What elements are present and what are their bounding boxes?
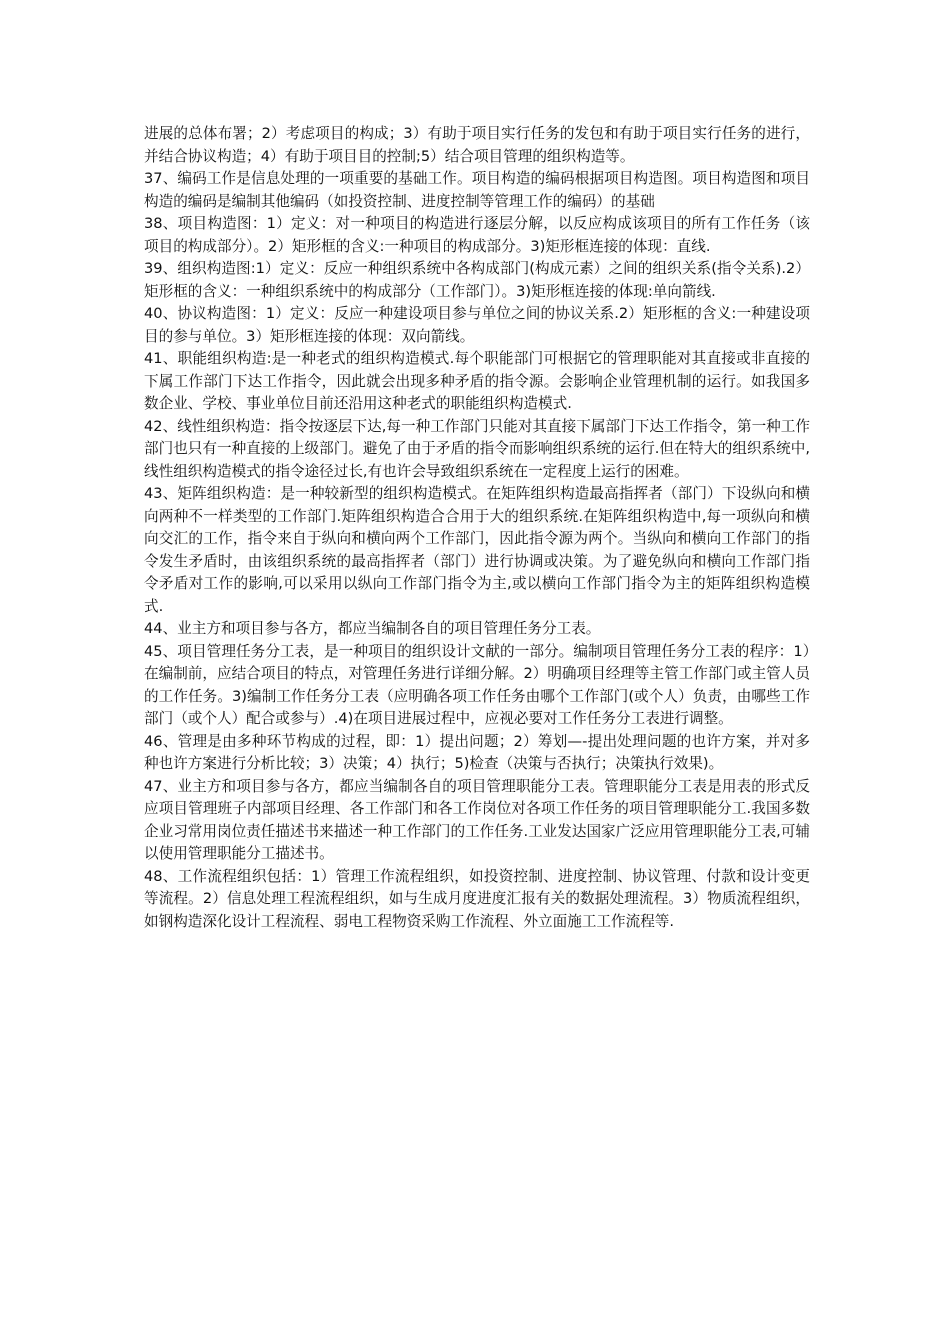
document-page: [144, 123, 810, 933]
paragraph-45: 45、项目管理任务分工表，是一种项目的组织设计文献的一部分。编制项目管理任务分工表的程序：1）在编制前，应结合项目的特点，对管理任务进行详细分解。2）明确项目经理等主管工作部门或主管人员的工作任务。3)编制工作任务分工表（应明确各项工作任务由哪个工作部门(或个人）负责，由哪些工作部门（或个人）配合或参与）.4)在项目进展过程中，应视必要对工作任务分工表进行调整。: [144, 642, 811, 727]
paragraph-38: 38、项目构造图：1）定义：对一种项目的构造进行逐层分解，以反应构成该项目的所有工作任务（该项目的构成部分）。2）矩形框的含义:一种项目的构成部分。3)矩形框连接的体现：直线.: [144, 215, 810, 255]
paragraph-continuation: 进展的总体布署；2）考虑项目的构成；3）有助于项目实行任务的发包和有助于项目实行任务的进行，并结合协议构造；4）有助于项目目的控制;5）结合项目管理的组织构造等。: [144, 125, 810, 165]
paragraph-39: 39、组织构造图:1）定义：反应一种组织系统中各构成部门(构成元素）之间的组织关系(指令关系).2）矩形框的含义：一种组织系统中的构成部分（工作部门）。3)矩形框连接的体现:单向箭线.: [144, 260, 810, 300]
paragraph-37: 37、编码工作是信息处理的一项重要的基础工作。项目构造的编码根据项目构造图。项目构造图和项目构造的编码是编制其他编码（如投资控制、进度控制等管理工作的编码）的基础: [144, 170, 810, 210]
paragraph-41: 41、职能组织构造:是一种老式的组织构造模式.每个职能部门可根据它的管理职能对其直接或非直接的下属工作部门下达工作指令，因此就会出现多种矛盾的指令源。会影响企业管理机制的运行。如我国多数企业、学校、事业单位目前还沿用这种老式的职能组织构造模式.: [144, 350, 810, 412]
paragraph-42: 42、线性组织构造：指令按逐层下达,每一种工作部门只能对其直接下属部门下达工作指令，第一种工作部门也只有一种直接的上级部门。避免了由于矛盾的指令而影响组织系统的运行.但在特大的组织系统中,线性组织构造模式的指令途径过长,有也许会导致组织系统在一定程度上运行的困难。: [144, 417, 811, 480]
paragraph-48: 48、工作流程组织包括：1）管理工作流程组织，如投资控制、进度控制、协议管理、付款和设计变更等流程。2）信息处理工程流程组织，如与生成月度进度汇报有关的数据处理流程。3）物质流程组织，如钢构造深化设计工程流程、弱电工程物资采购工作流程、外立面施工工作流程等.: [144, 867, 810, 930]
paragraph-43: 43、矩阵组织构造：是一种较新型的组织构造模式。在矩阵组织构造最高指挥者（部门）下设纵向和横向两种不一样类型的工作部门.矩阵组织构造合合用于大的组织系统.在矩阵组织构造中,每一项纵向和横向交汇的工作，指令来自于纵向和横向两个工作部门，因此指令源为两个。当纵向和横向工作部门的指令发生矛盾时，由该组织系统的最高指挥者（部门）进行协调或决策。为了避免纵向和横向工作部门指令矛盾对工作的影响,可以采用以纵向工作部门指令为主,或以横向工作部门指令为主的矩阵组织构造模式.: [144, 485, 810, 615]
paragraph-40: 40、协议构造图：1）定义：反应一种建设项目参与单位之间的协议关系.2）矩形框的含义:一种建设项目的参与单位。3）矩形框连接的体现：双向箭线。: [144, 305, 810, 345]
paragraph-44: 44、业主方和项目参与各方，都应当编制各自的项目管理任务分工表。: [144, 620, 601, 637]
paragraph-47: 47、业主方和项目参与各方，都应当编制各自的项目管理职能分工表。管理职能分工表是用表的形式反应项目管理班子内部项目经理、各工作部门和各工作岗位对各项工作任务的项目管理职能分工.我国多数企业习常用岗位责任描述书来描述一种工作部门的工作任务.工业发达国家广泛应用管理职能分工表,可辅以使用管理职能分工描述书。: [144, 777, 811, 862]
paragraph-46: 46、管理是由多种环节构成的过程，即：1）提出问题；2）筹划—-提出处理问题的也许方案，并对多种也许方案进行分析比较；3）决策；4）执行；5)检查（决策与否执行；决策执行效果)。: [144, 732, 810, 772]
